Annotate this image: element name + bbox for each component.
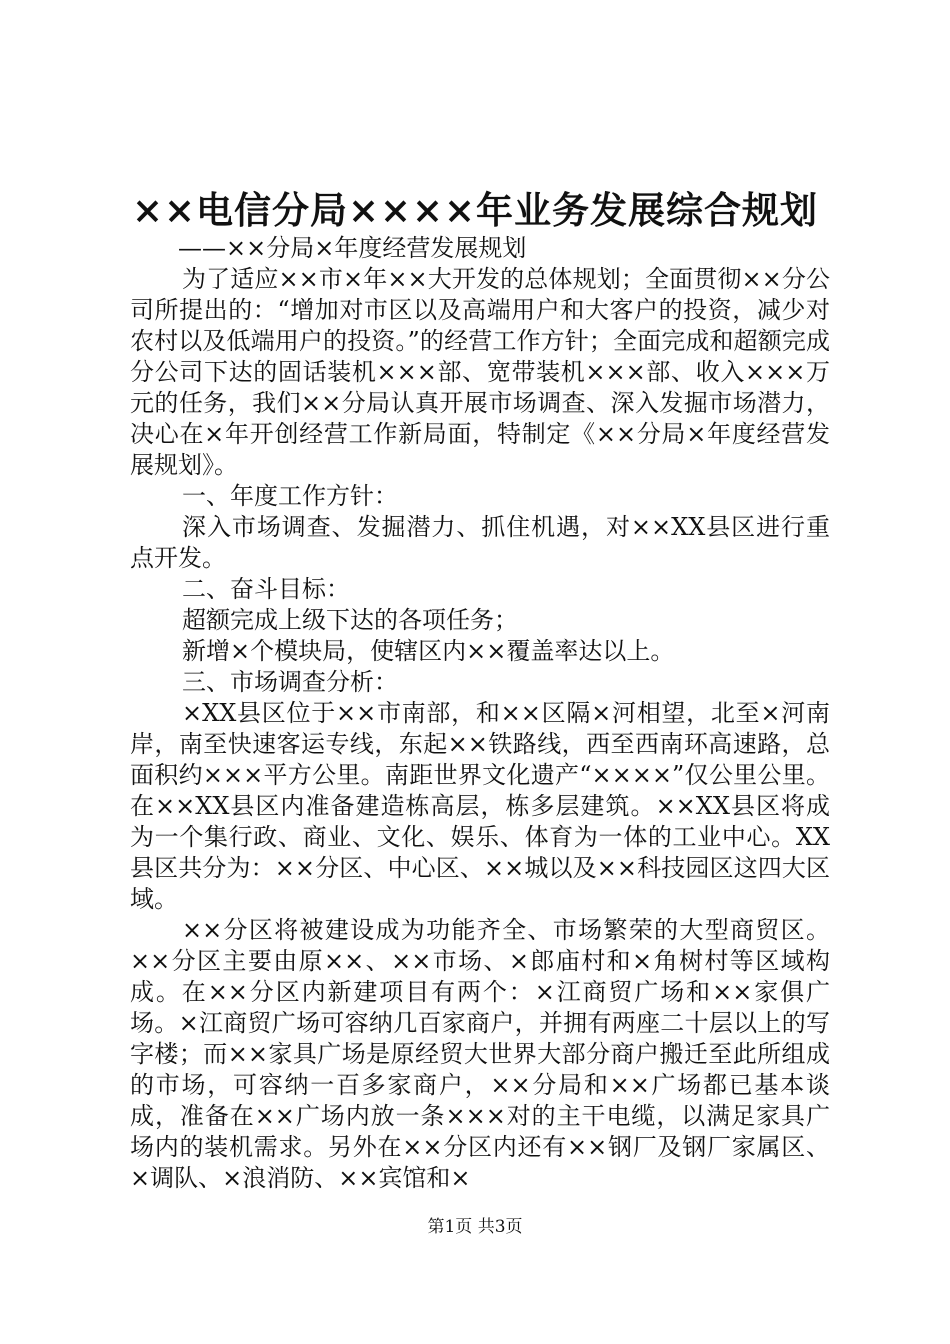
section-heading-3: 三、市场调查分析：	[182, 668, 398, 696]
paragraph-goal-2: 新增×个模块局，使辖区内××覆盖率达以上。	[182, 637, 675, 665]
paragraph-intro: 为了适应××市×年××大开发的总体规划；全面贯彻××分公司所提出的：“增加对市区以及高端用户和大客户的投资，减少对农村以及低端用户的投资。”的经营工作方针；全面完成和超额完成分公司下达的固话装机×××部、宽带装机×××部、收入×××万元的任务，我们××分局认真开展市场调查、深入发掘市场潜力，决心在×年开创经营工作新局面，特制定《××分局×年度经营发展规划》。	[130, 265, 830, 479]
document-body	[130, 233, 830, 1194]
section-heading-2: 二、奋斗目标：	[182, 575, 350, 603]
paragraph-market-overview: ×XX县区位于××市南部，和××区隔×河相望，北至×河南岸，南至快速客运专线，东起××铁路线，西至西南环高速路，总面积约×××平方公里。南距世界文化遗产“××××”仅公里公里。在××XX县区内准备建造栋高层，栋多层建筑。××XX县区将成为一个集行政、商业、文化、娱乐、体育为一体的工业中心。XX县区共分为：××分区、中心区、××城以及××科技园区这四大区域。	[130, 699, 830, 913]
section-heading-1: 一、年度工作方针：	[182, 482, 398, 510]
document-subtitle: ——××分局×年度经营发展规划	[178, 234, 527, 262]
paragraph-goal-1: 超额完成上级下达的各项任务；	[182, 606, 518, 634]
paragraph-policy: 深入市场调查、发掘潜力、抓住机遇，对××XX县区进行重点开发。	[130, 513, 830, 572]
paragraph-district-analysis: ××分区将被建设成为功能齐全、市场繁荣的大型商贸区。××分区主要由原××、××市场、×郎庙村和×角树村等区域构成。在××分区内新建项目有两个：×江商贸广场和××家俱广场。×江商贸广场可容纳几百家商户，并拥有两座二十层以上的写字楼；而××家具广场是原经贸大世界大部分商户搬迁至此所组成的市场，可容纳一百多家商户，××分局和××广场都已基本谈成，准备在××广场内放一条×××对的主干电缆，以满足家具广场内的装机需求。另外在××分区内还有××钢厂及钢厂家属区、×调队、×浪消防、××宾馆和×	[130, 916, 830, 1192]
page-number: 第1页 共3页	[427, 1217, 523, 1237]
document-title: ××电信分局××××年业务发展综合规划	[131, 188, 818, 232]
